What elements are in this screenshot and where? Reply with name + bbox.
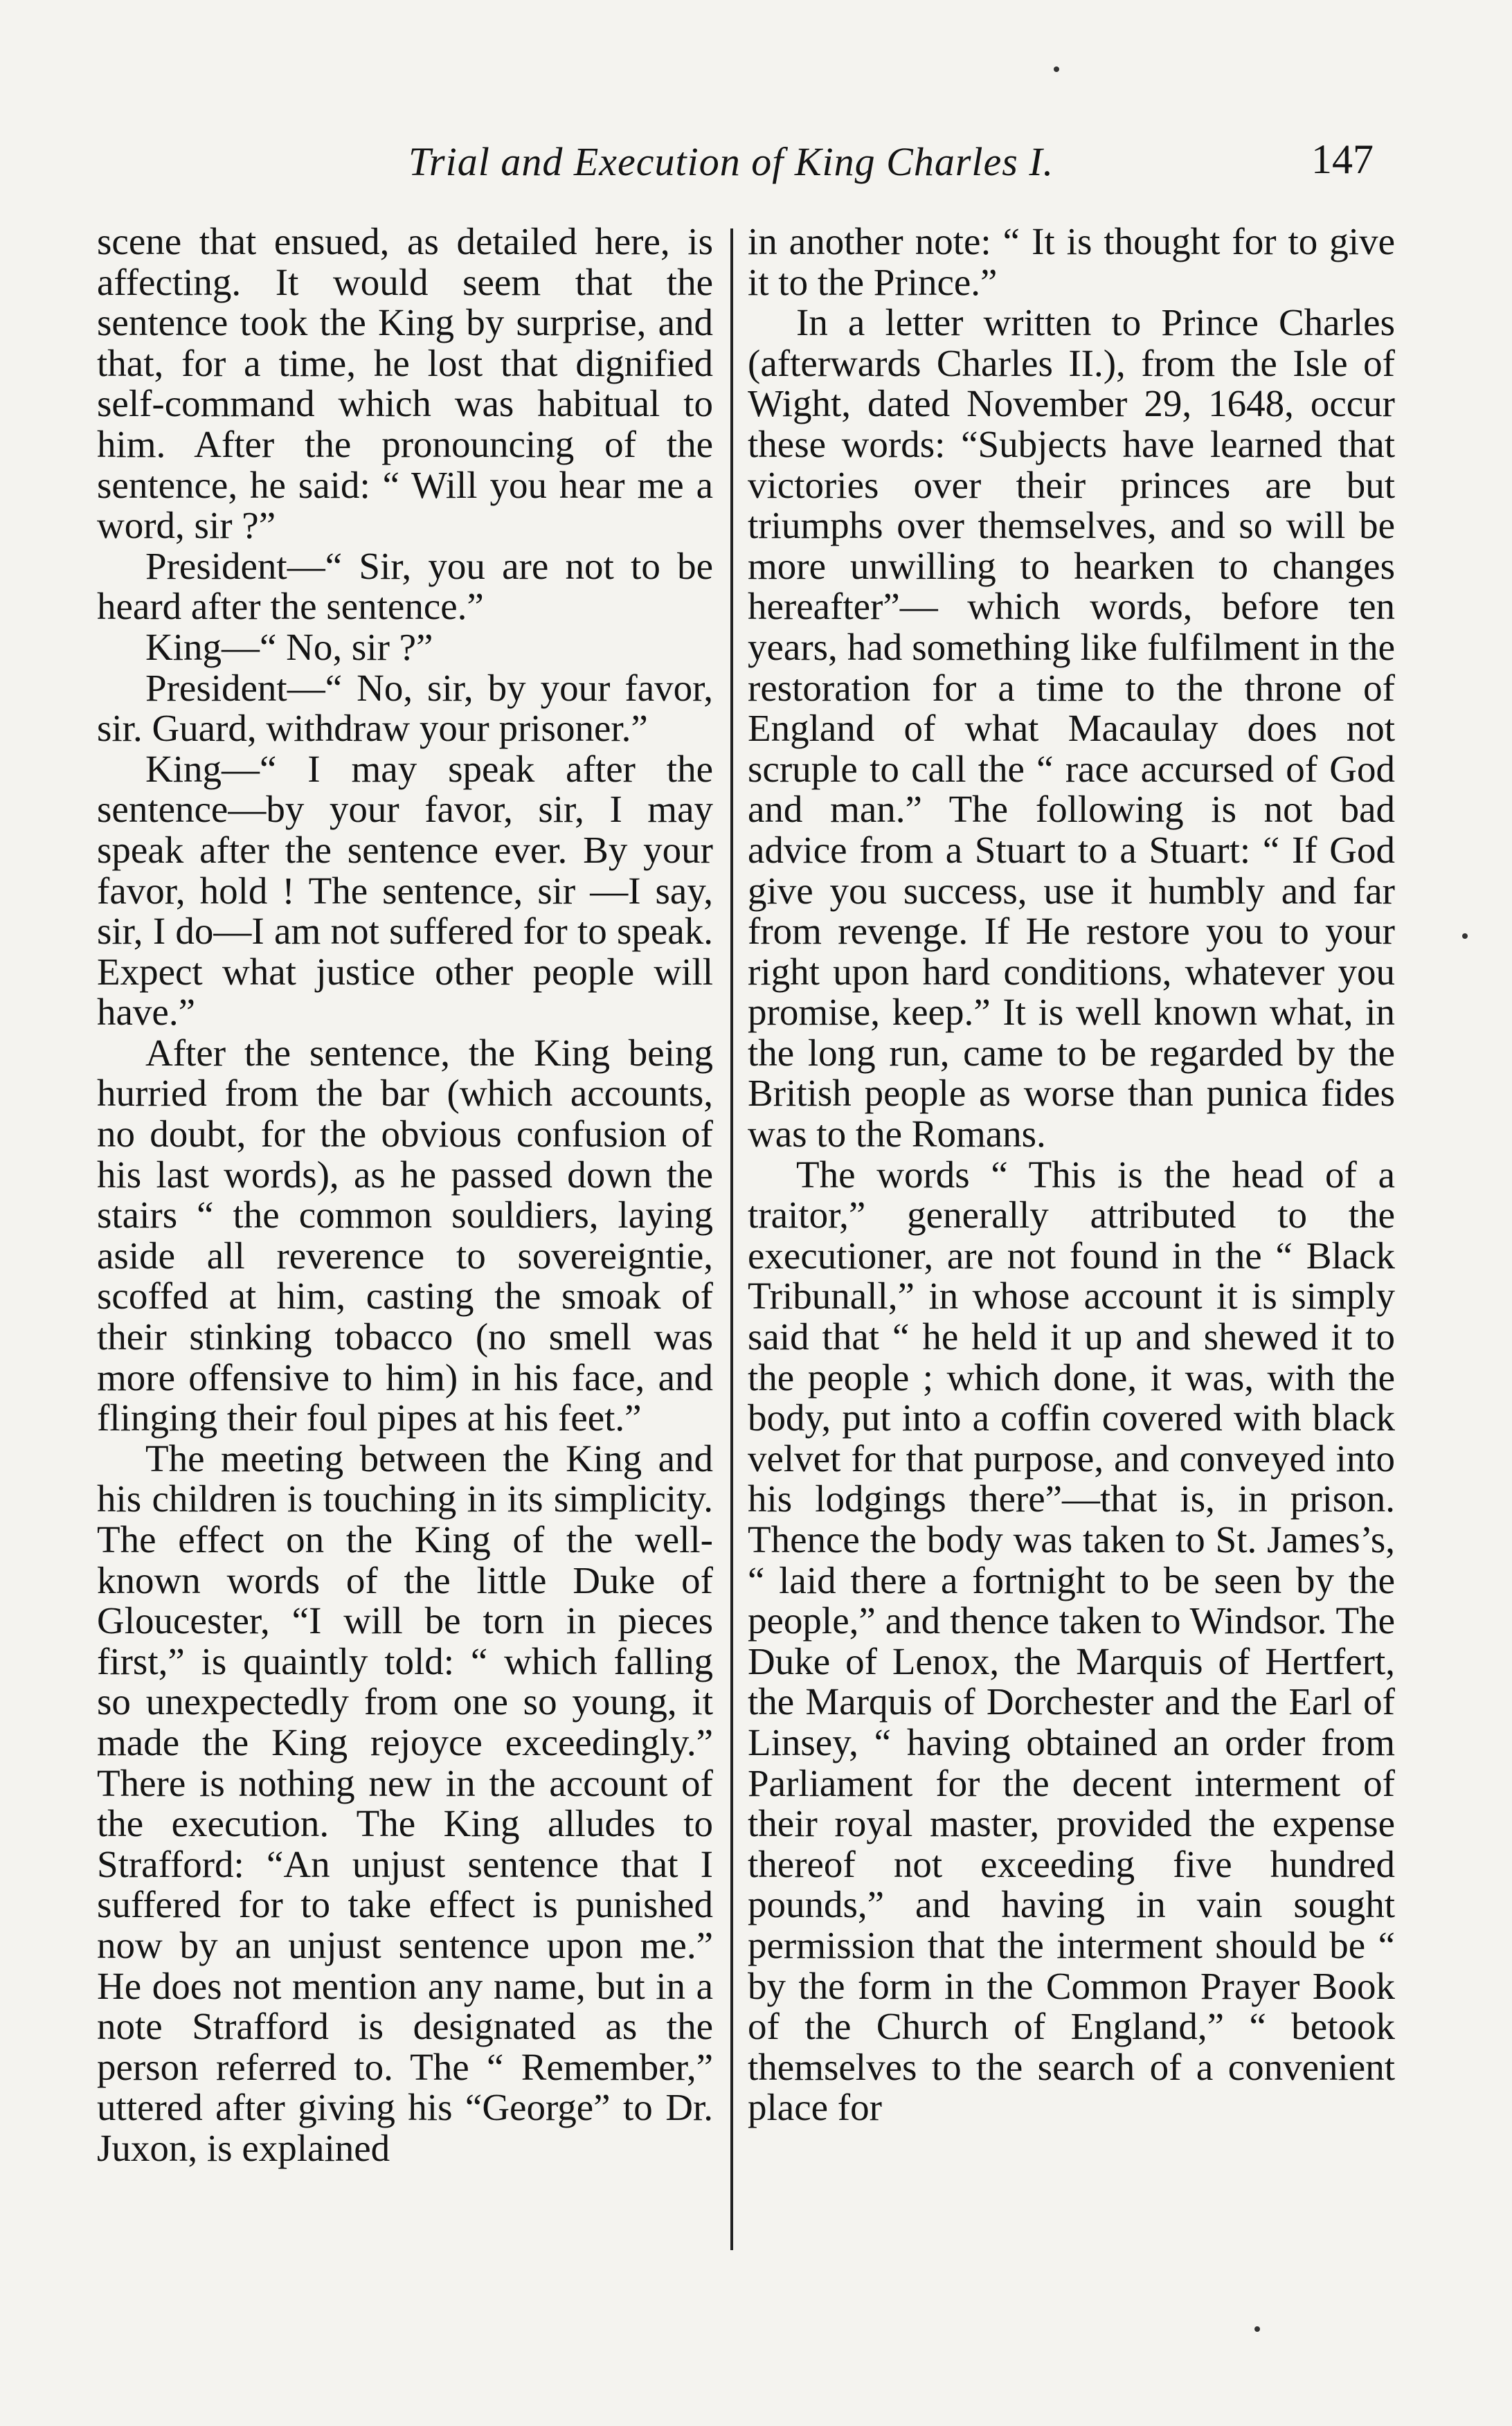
right-column	[748, 222, 1395, 2128]
page-number: 147	[1311, 136, 1374, 182]
paper-speck	[1054, 66, 1059, 72]
column-rule	[730, 228, 733, 2250]
paragraph: King—“ No, sir ?”	[145, 625, 433, 668]
paragraph: President—“ No, sir, by your favor, sir. Guard, withdraw your prisoner.”	[97, 666, 713, 750]
running-title: Trial and Execution of King Charles I.	[408, 139, 1054, 184]
running-head	[408, 132, 1374, 194]
paper-speck	[1254, 2326, 1260, 2332]
paragraph: The words “ This is the head of a traitor,” generally attributed to the executioner, are not found in the “ Black Tribunall,” in whose account it is simply said that “ he held it up and shewed it to the people ; which done, it was, with the body, put into a coffin covered with black velvet for that purpose, and conveyed into his lodgings there”—that is, in prison. Thence the body was taken to St. James’s, “ laid there a fortnight to be seen by the people,” and thence taken to Windsor. The Duke of Lenox, the Marquis of Hertfert, the Marquis of Dorchester and the Earl of Linsey, “ having obtained an order from Parliament for the decent interment of their royal master, provided the expense thereof not exceeding five hundred pounds,” and having in vain sought permission that the interment should be “ by the form in the Common Prayer Book of the Church of England,” “ betook themselves to the search of a convenient place for	[748, 1153, 1395, 2129]
paragraph: scene that ensued, as detailed here, is affecting. It would seem that the sentence took the King by surprise, and that, for a time, he lost that dignified self-command which was habitual to him. After the pronouncing of the sentence, he said: “ Will you hear me a word, sir ?”	[97, 220, 713, 547]
paragraph: After the sentence, the King being hurried from the bar (which accounts, no doubt, for the obvious confusion of his last words), as he passed down the stairs “ the common souldiers, laying aside all reverence to sovereigntie, scoffed at him, casting the smoak of their stinking tobacco (no smell was more offensive to him) in his face, and flinging their foul pipes at his feet.”	[97, 1031, 713, 1439]
paper-speck	[1462, 933, 1468, 939]
paragraph: The meeting between the King and his children is touching in its simplicity. The effect on the King of the well-known words of the little Duke of Gloucester, “I will be torn in pieces first,” is quaintly told: “ which falling so unexpectedly from one so young, it made the King rejoyce exceedingly.” There is nothing new in the account of the execution. The King alludes to Strafford: “An unjust sentence that I suffered for to take effect is punished now by an unjust sentence upon me.” He does not mention any name, but in a note Strafford is designated as the person referred to. The “ Remember,” uttered after giving his “George” to Dr. Juxon, is explained	[97, 1437, 713, 2169]
left-column	[97, 222, 713, 2169]
paragraph: In a letter written to Prince Charles (afterwards Charles II.), from the Isle of Wight, dated November 29, 1648, occur these words: “Subjects have learned that victories over their princes are but triumphs over themselves, and so will be more unwilling to hearken to changes hereafter”— which words, before ten years, had something like fulfilment in the restoration for a time to the throne of England of what Macaulay does not scruple to call the “ race accursed of God and man.” The following is not bad advice from a Stuart to a Stuart: “ If God give you success, use it humbly and far from revenge. If He restore you to your right upon hard conditions, whatever you promise, keep.” It is well known what, in the long run, came to be regarded by the British people as worse than punica fides was to the Romans.	[748, 301, 1395, 1156]
paragraph: King—“ I may speak after the sentence—by your favor, sir, I may speak after the sentence ever. By your favor, hold ! The sentence, sir —I say, sir, I do—I am not suffered for to speak. Expect what justice other people will have.”	[97, 747, 713, 1034]
paragraph: in another note: “ It is thought for to give it to the Prince.”	[748, 220, 1395, 303]
paragraph: President—“ Sir, you are not to be heard after the sentence.”	[97, 544, 713, 628]
